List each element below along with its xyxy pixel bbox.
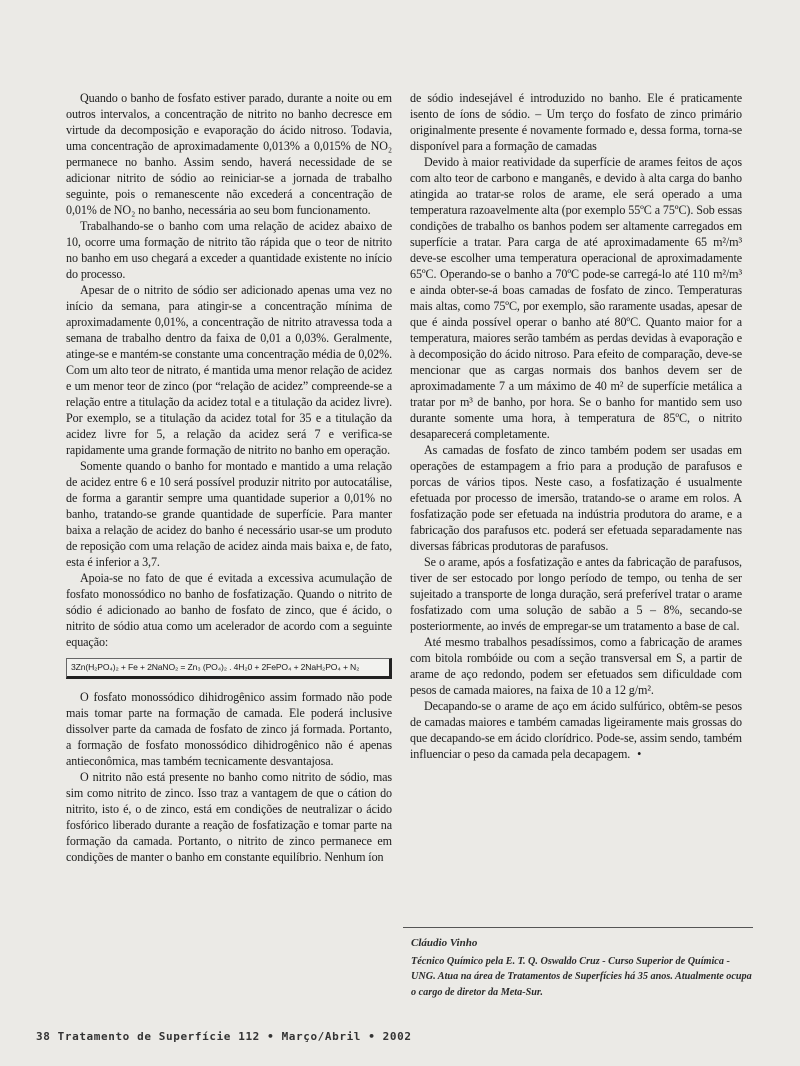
paragraph: O nitrito não está presente no banho como nitrito de sódio, mas sim como nitrito de zinco. Isso traz a vantagem de que o cátion do nitrito, isto é, o de zinco, está em condições de neutralizar o ácido fosfórico liberado durante a reação de fosfatização e tomar parte na formação da camada. Portanto, o nitrito de zinco permanece em condições de manter o banho em constante equilíbrio. Nenhum íon (66, 770, 392, 864)
paragraph-text: Decapando-se o arame de aço em ácido sulfúrico, obtêm-se pesos de camadas maiores e também camadas ligeiramente mais grossas do que decapando-se em ácido clorídrico. Pode-se, assim sendo, também influenciar o peso da camada pela decapagem. (410, 699, 742, 761)
paragraph: Somente quando o banho for montado e mantido a uma relação de acidez entre 6 e 10 será possível produzir nitrito por autocatálise, de forma a garantir sempre uma quantidade superior a 0,01% no banho, tratando-se grande quantidade de superfície. Para manter baixa a relação de acidez do banho é necessário usar-se um produto de reposição com uma relação de acidez ainda mais baixa e, de fato, esta é inferior a 3,7. (66, 459, 392, 569)
author-box (403, 927, 753, 1000)
paragraph: O fosfato monossódico dihidrogênico assim formado não pode mais tomar parte na formação de camada. Ele poderá inclusive dissolver parte da camada de fosfato de zinco já formada. Portanto, a formação de fosfato monossódico dihidrogênico não é apenas antieconômica, mas também tecnicamente desvantajosa. (66, 690, 392, 768)
right-column (410, 90, 742, 762)
left-column (66, 90, 392, 865)
paragraph: Apoia-se no fato de que é evitada a excessiva acumulação de fosfato monossódico no banho de fosfatização. Quando o nitrito de sódio é adicionado ao banho de fosfato de zinco, que é ácido, o nitrito de sódio atua como um acelerador de acordo com a seguinte equação: (66, 571, 392, 649)
paragraph-last (410, 698, 742, 762)
paragraph: de sódio indesejável é introduzido no banho. Ele é praticamente isento de íons de sódio. – Um terço do fosfato de zinco primário originalmente presente é novamente formado e, dessa forma, torna-se disponível para a formação de camadas (410, 91, 742, 153)
chemical-equation: 3Zn(H₂PO₄)₂ + Fe + 2NaNO₂ = Zn₃ (PO₄)₂ . 4H₂0 + 2FePO₄ + 2NaH₂PO₄ + N₂ (66, 658, 392, 679)
author-bio: Técnico Químico pela E. T. Q. Oswaldo Cruz - Curso Superior de Química - UNG. Atua na área de Tratamentos de Superfícies há 35 anos. Atualmente ocupa o cargo de diretor da Meta-Sur. (411, 955, 752, 998)
paragraph: Trabalhando-se o banho com uma relação de acidez abaixo de 10, ocorre uma formação de nitrito tão rápida que o teor de nitrito no banho em uso chegará a exceder a quantidade existente no início do processo. (66, 219, 392, 281)
page-footer: 38 Tratamento de Superfície 112 • Março/Abril • 2002 (36, 1030, 412, 1043)
paragraph: Apesar de o nitrito de sódio ser adicionado apenas uma vez no início da semana, para atingir-se a concentração mínima de aproximadamente 0,01%, a concentração de nitrito atravessa toda a semana de trabalho dentro da faixa de 0,01 a 0,03%. Geralmente, atinge-se e mantém-se constante uma concentração média de 0,02%. Com um alto teor de nitrato, é mantida uma menor relação de acidez e um menor teor de zinco (por “relação de acidez” compreende-se a relação entre a titulação da acidez total e a titulação da acidez livre). Por exemplo, se a titulação da acidez total for 35 e a titulação da acidez livre for 5, a relação da acidez será 7 e verifica-se rapidamente uma grande formação de nitrito no banho em operação. (66, 283, 392, 457)
author-name: Cláudio Vinho (411, 937, 478, 949)
paragraph: Quando o banho de fosfato estiver parado, durante a noite ou em outros intervalos, a concentração de nitrito no banho decresce em virtude da decomposição e evaporação do ácido nitroso. Todavia, uma concentração de aproximadamente 0,013% a 0,015% de NO₂ permanece no banho. Assim sendo, haverá necessidade de se adicionar nitrito de sódio ao reiniciar-se a jornada de trabalho seguinte, pois o remanescente não excederá a concentração de 0,01% de NO₂ no banho, necessária ao seu bom funcionamento. (66, 91, 392, 217)
paragraph: Se o arame, após a fosfatização e antes da fabricação de parafusos, tiver de ser estocado por longo período de tempo, ou tenha de ser sujeitado a transporte de longa duração, será preferível tratar o arame fosfatizado com uma solução de sabão a 5 – 8%, secando-se posteriormente, ao invés de empregar-se um tratamento a base de cal. (410, 555, 742, 633)
end-mark: • (637, 747, 642, 761)
paragraph: Até mesmo trabalhos pesadíssimos, como a fabricação de arames com bitola rombóide ou com a seção transversal em S, a partir de arame de aço redondo, podem ser efetuados sem dificuldade com pesos de camada maiores, na faixa de 10 a 12 g/m². (410, 635, 742, 697)
paragraph: Devido à maior reatividade da superfície de arames feitos de aços com alto teor de carbono e manganês, e devido à alta carga do banho atingida ao tratar-se rolos de arame, ele será operado a uma temperatura razoavelmente alta (por exemplo 55ºC a 75ºC). Sob essas condições de trabalho os banhos podem ser altamente carregados em superfície a tratar. Para carga de até aproximadamente 65 m²/m³ deve-se escolher uma temperatura operacional de aproximadamente 65ºC. Operando-se o banho a 70ºC pode-se carregá-lo até 110 m²/m³ e ainda obter-se-á boas camadas de fosfato de zinco. Temperaturas mais altas, como 75ºC, por exemplo, são raramente usadas, apesar de que é ainda possível operar o banho até 80ºC. Quanto maior for a temperatura, maiores serão também as perdas devidas à evaporação e à decomposição do ácido nitroso. Para efeito de comparação, deve-se mencionar que as cargas normais dos banhos devem ser de aproximadamente 7 a um máximo de 40 m² de superfície metálica a tratar por m³ de banho, por hora. Se o banho for mantido sem uso durante somente uma hora, à temperatura de 85ºC, o nitrito desaparecerá completamente. (410, 155, 742, 441)
paragraph: As camadas de fosfato de zinco também podem ser usadas em operações de estampagem a frio para a produção de parafusos e porcas de vários tipos. Neste caso, a fosfatização é usualmente efetuada por processo de imersão, tratando-se o arame em rolos. A fosfatização pode ser efetuada na indústria produtora do arame, e a fabricação dos parafusos etc. poderá ser efetuada separadamente nas diversas fábricas produtoras de parafusos. (410, 443, 742, 553)
